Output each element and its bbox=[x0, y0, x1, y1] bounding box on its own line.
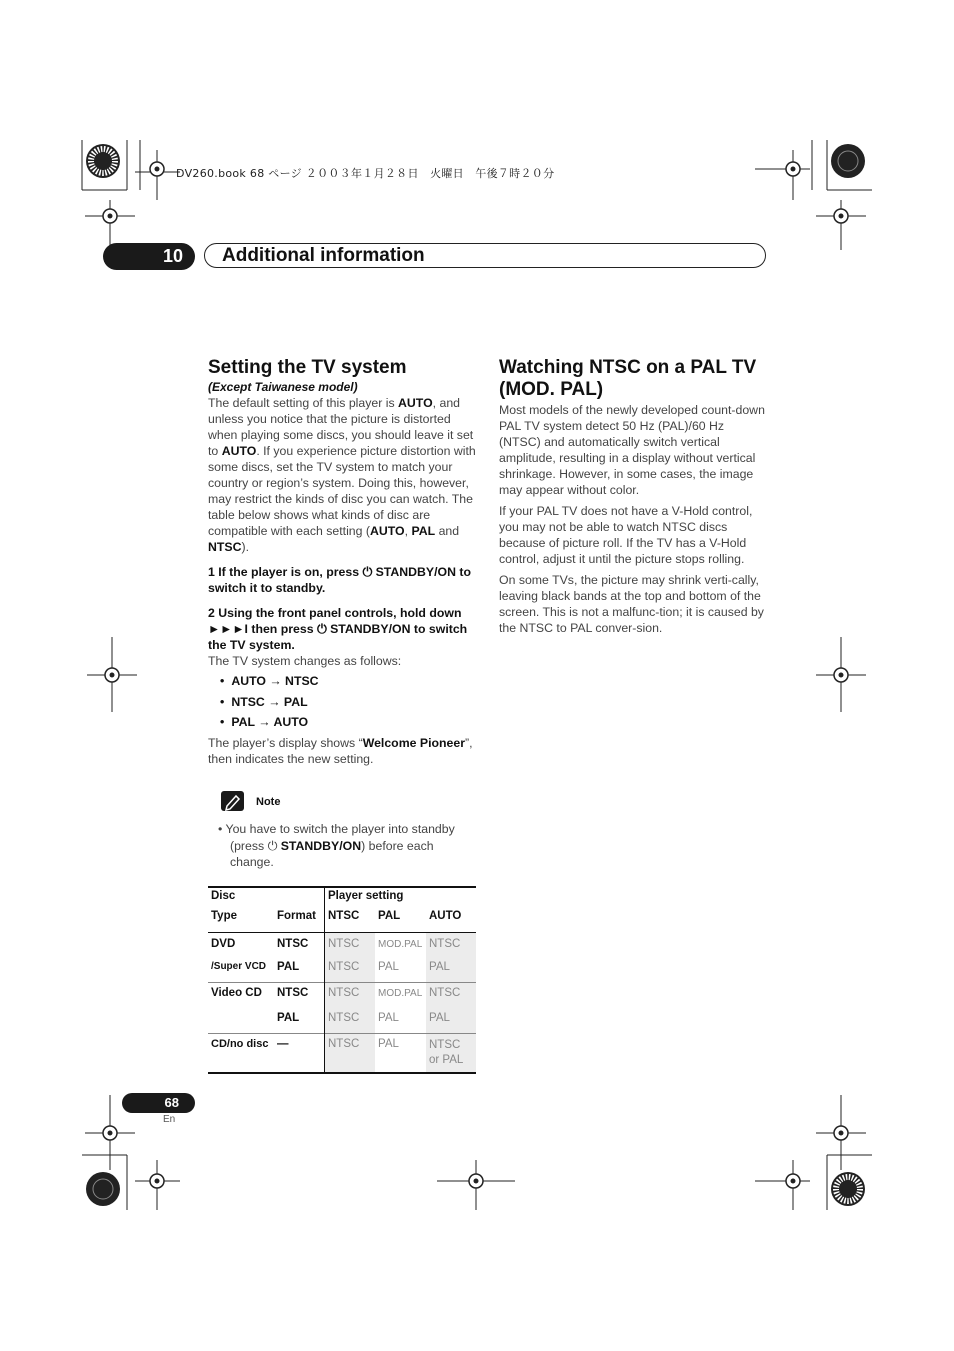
print-header: DV260.book 68 ページ ２００３年１月２８日 火曜日 午後７時２０分 bbox=[176, 167, 555, 180]
table-cell: MOD.PAL bbox=[378, 938, 423, 950]
table-cell: NTSC bbox=[325, 1033, 376, 1073]
page-language: En bbox=[163, 1114, 176, 1125]
table-cell: PAL bbox=[426, 1008, 476, 1033]
table-cell: NTSC bbox=[325, 958, 376, 982]
pencil-icon bbox=[221, 791, 244, 811]
paragraph: Most models of the newly developed count-down PAL TV system detect 50 Hz (PAL)/60 Hz (NTSC) and automatically switch vertical amplitude, resulting in a display without vertical shrinkage. However, in some cases, the image may appear without color. bbox=[499, 403, 765, 497]
table-cell: DVD bbox=[211, 937, 236, 950]
section-title-tv-system: Setting the TV system bbox=[208, 357, 407, 378]
table-cell: PAL bbox=[378, 961, 399, 973]
table-cell: NTSC bbox=[325, 932, 376, 958]
list-item: • PAL → AUTO bbox=[220, 714, 476, 730]
list-item: • AUTO → NTSC bbox=[220, 673, 476, 689]
section-subtitle: (Except Taiwanese model) bbox=[208, 380, 358, 394]
intro-paragraph: The default setting of this player is AUTO, and unless you notice that the picture is distorted when playing some discs, you should leave it set to AUTO. If you experience picture distortion with some discs, set the TV system to match your country or region’s system. Doing this, however, may restrict the kinds of disc you can watch. The table below shows what kinds of disc are compatible with each setting (AUTO, PAL and NTSC). bbox=[208, 396, 476, 554]
table-cell: /Super VCD bbox=[211, 961, 267, 972]
table-cell: NTSC bbox=[426, 932, 476, 958]
changes-text: The TV system changes as follows: bbox=[208, 654, 402, 668]
section-title-mod-pal: Watching NTSC on a PAL TV (MOD. PAL) bbox=[499, 357, 757, 400]
paragraph: If your PAL TV does not have a V-Hold control, you may not be able to watch NTSC discs because of picture roll. If the TV has a V-Hold control, adjust it until the picture stops rolling. bbox=[499, 504, 753, 566]
table-header-auto: AUTO bbox=[429, 910, 462, 922]
table-cell: PAL bbox=[378, 1037, 399, 1050]
table-cell: PAL bbox=[378, 1012, 399, 1024]
left-column bbox=[208, 357, 476, 767]
table-cell: NTSC bbox=[325, 1008, 376, 1033]
table-header-disc: Disc bbox=[211, 890, 236, 902]
step-1: 1 If the player is on, press ⏻ STANDBY/ON to switch it to standby. bbox=[208, 565, 472, 595]
list-item: • NTSC → PAL bbox=[220, 694, 476, 710]
table-cell: NTSC bbox=[277, 937, 309, 950]
step-2: 2 Using the front panel controls, hold down ►►►I then press ⏻ STANDBY/ON to switch the TV system. bbox=[208, 606, 468, 652]
note-label: Note bbox=[256, 796, 281, 808]
table-cell: — bbox=[277, 1037, 289, 1050]
tv-system-table bbox=[208, 886, 476, 1074]
tv-system-sequence bbox=[208, 673, 476, 730]
table-cell: NTSC bbox=[277, 986, 309, 999]
table-cell: NTSC or PAL bbox=[426, 1033, 476, 1073]
table-cell: PAL bbox=[277, 961, 300, 973]
table-header-format: Format bbox=[277, 910, 316, 922]
table-cell: NTSC bbox=[426, 982, 476, 1008]
note-text: You have to switch the player into standby (press ⏻ STANDBY/ON) before each change. bbox=[225, 822, 455, 869]
table-header-player: Player setting bbox=[328, 890, 404, 902]
chapter-number: 10 bbox=[103, 243, 195, 270]
table-header-ntsc: NTSC bbox=[328, 910, 360, 922]
paragraph: On some TVs, the picture may shrink verti-cally, leaving black bands at the top and bottom of the screen. This is not a malfunc-tion; it is caused by the NTSC to PAL conver-sion. bbox=[499, 573, 764, 635]
page-number: 68 bbox=[122, 1093, 195, 1113]
table-cell: CD/no disc bbox=[211, 1037, 269, 1050]
note-item: • You have to switch the player into standby (press ⏻ STANDBY/ON) before each change. bbox=[218, 822, 455, 869]
table-cell: PAL bbox=[426, 958, 476, 982]
display-paragraph: The player’s display shows “Welcome Pioneer”, then indicates the new setting. bbox=[208, 735, 473, 766]
table-cell: PAL bbox=[277, 1012, 300, 1024]
table-header-type: Type bbox=[211, 910, 237, 922]
table-cell: NTSC bbox=[325, 982, 376, 1008]
table-header-pal: PAL bbox=[378, 910, 401, 922]
chapter-title: Additional information bbox=[222, 245, 425, 266]
table-cell: MOD.PAL bbox=[378, 987, 423, 999]
table-cell: Video CD bbox=[211, 986, 262, 999]
right-column bbox=[499, 357, 765, 636]
